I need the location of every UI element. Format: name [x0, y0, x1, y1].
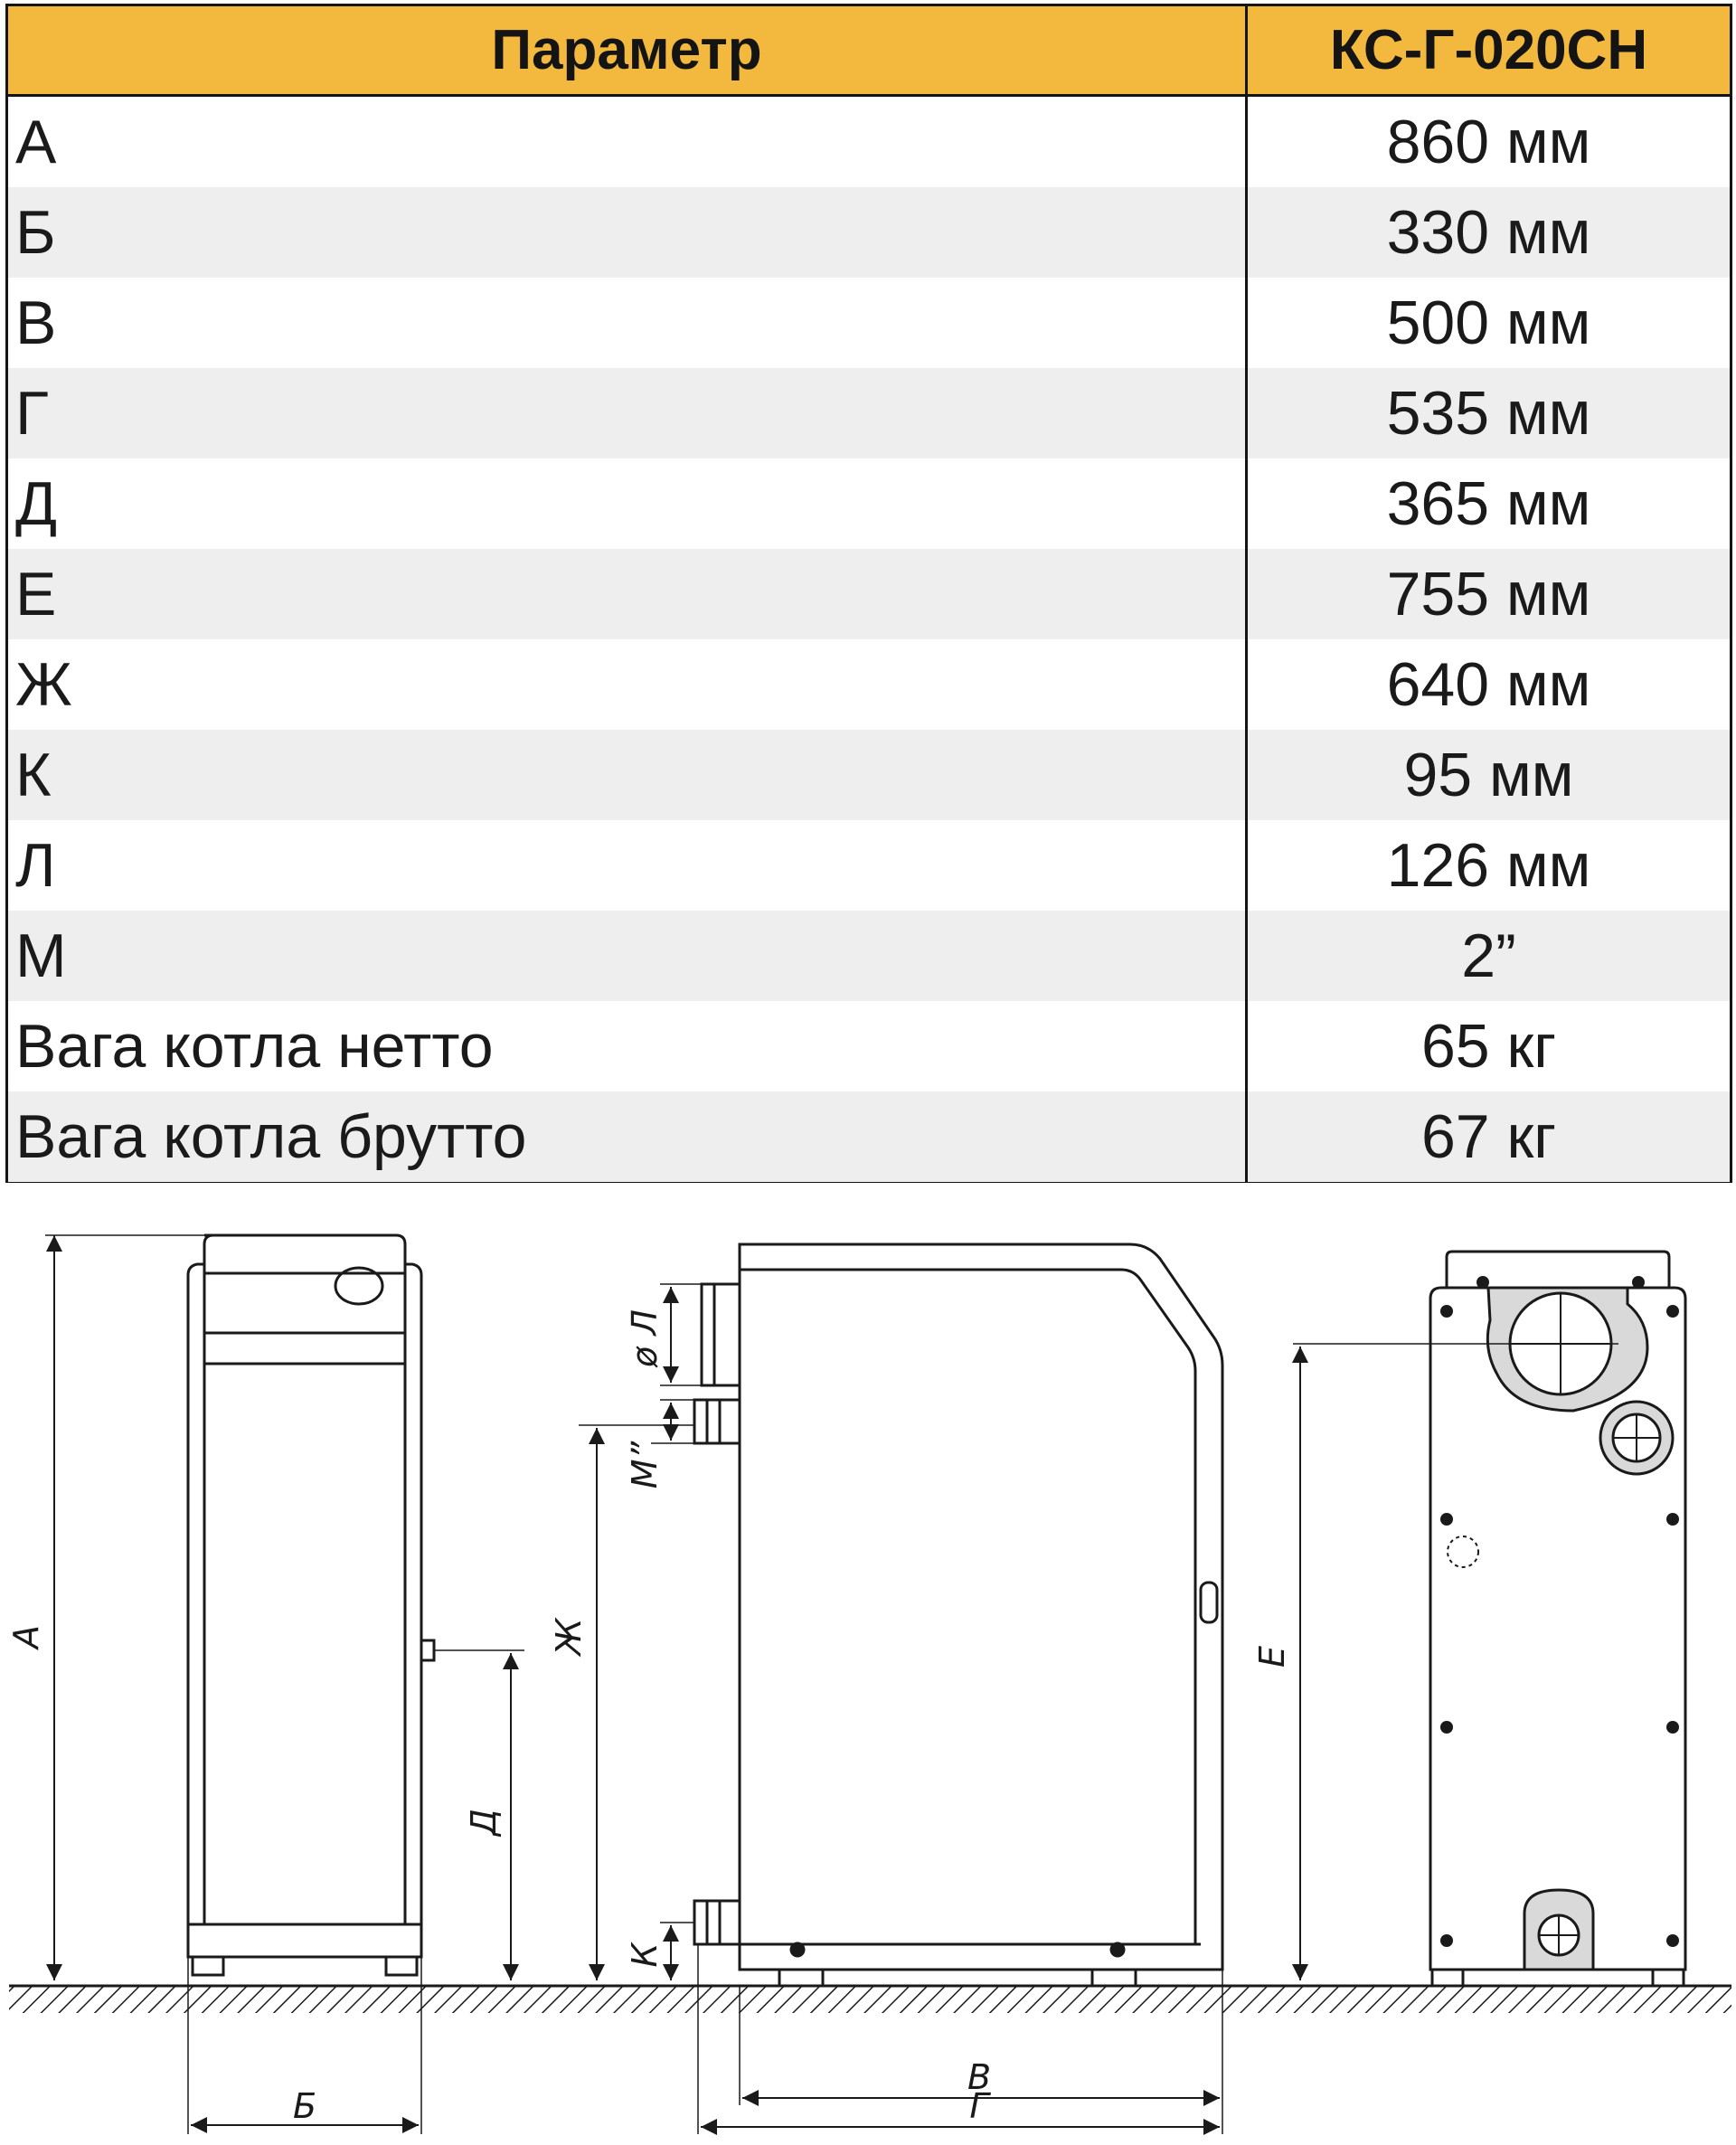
header-model: КС-Г-020СН — [1245, 6, 1730, 94]
header-param: Параметр — [491, 19, 762, 81]
row-param: М — [15, 921, 67, 990]
dim-label-g: Г — [969, 2086, 989, 2126]
boiler-dimension-drawing — [0, 1194, 1736, 2145]
row-param: К — [15, 741, 52, 809]
row-value: 500 мм — [1245, 278, 1730, 368]
table-row — [8, 97, 1730, 187]
table-row — [8, 187, 1730, 278]
table-row — [8, 278, 1730, 368]
dim-d — [434, 1650, 524, 1980]
row-value: 535 мм — [1245, 368, 1730, 458]
row-param: Вага котла брутто — [15, 1102, 527, 1171]
rear-view — [1430, 1252, 1685, 1986]
dim-label-zh: Ж — [549, 1618, 589, 1656]
row-param: В — [15, 288, 57, 357]
row-value: 860 мм — [1245, 97, 1730, 187]
row-value: 365 мм — [1245, 458, 1730, 549]
table-row — [8, 1001, 1730, 1091]
row-param: Вага котла нетто — [15, 1012, 494, 1081]
dim-a — [6, 1235, 213, 1980]
table-row — [8, 368, 1730, 458]
table-row — [8, 911, 1730, 1001]
table-row — [8, 458, 1730, 549]
table-row — [8, 820, 1730, 911]
table-row — [8, 1091, 1730, 1182]
table-row — [8, 730, 1730, 820]
dim-label-e: Е — [1252, 1645, 1292, 1668]
row-param: Ж — [15, 650, 72, 719]
row-value: 2” — [1245, 911, 1730, 1001]
dim-m — [625, 1400, 694, 1488]
dim-label-k: К — [625, 1942, 665, 1968]
dim-b — [188, 1957, 421, 2134]
row-param: Б — [15, 198, 56, 267]
dim-label-l: ø Л — [625, 1309, 665, 1367]
row-value: 126 мм — [1245, 820, 1730, 911]
row-param: Л — [15, 831, 56, 900]
dim-k — [625, 1923, 694, 1980]
dim-label-v: В — [967, 2057, 992, 2097]
table-row — [8, 549, 1730, 639]
row-param: Д — [15, 469, 58, 538]
table-header — [8, 6, 1730, 97]
dim-label-a: А — [6, 1625, 46, 1649]
spec-table — [5, 4, 1732, 1183]
dim-l — [625, 1284, 702, 1385]
row-param: Г — [15, 379, 49, 448]
row-value: 67 кг — [1245, 1091, 1730, 1182]
dim-label-m: М” — [625, 1441, 665, 1489]
dim-g — [698, 1944, 1220, 2134]
row-value: 95 мм — [1245, 730, 1730, 820]
table-row — [8, 639, 1730, 730]
row-value: 640 мм — [1245, 639, 1730, 730]
row-value: 755 мм — [1245, 549, 1730, 639]
row-param: А — [15, 108, 57, 176]
row-value: 65 кг — [1245, 1001, 1730, 1091]
row-value: 330 мм — [1245, 187, 1730, 278]
front-view — [188, 1235, 434, 1975]
dim-label-b: Б — [292, 2086, 317, 2126]
dim-zh — [549, 1425, 694, 1980]
row-param: Е — [15, 560, 57, 628]
ground-line — [9, 1986, 1731, 2013]
side-view — [694, 1244, 1222, 1986]
dim-label-d: Д — [464, 1809, 504, 1836]
